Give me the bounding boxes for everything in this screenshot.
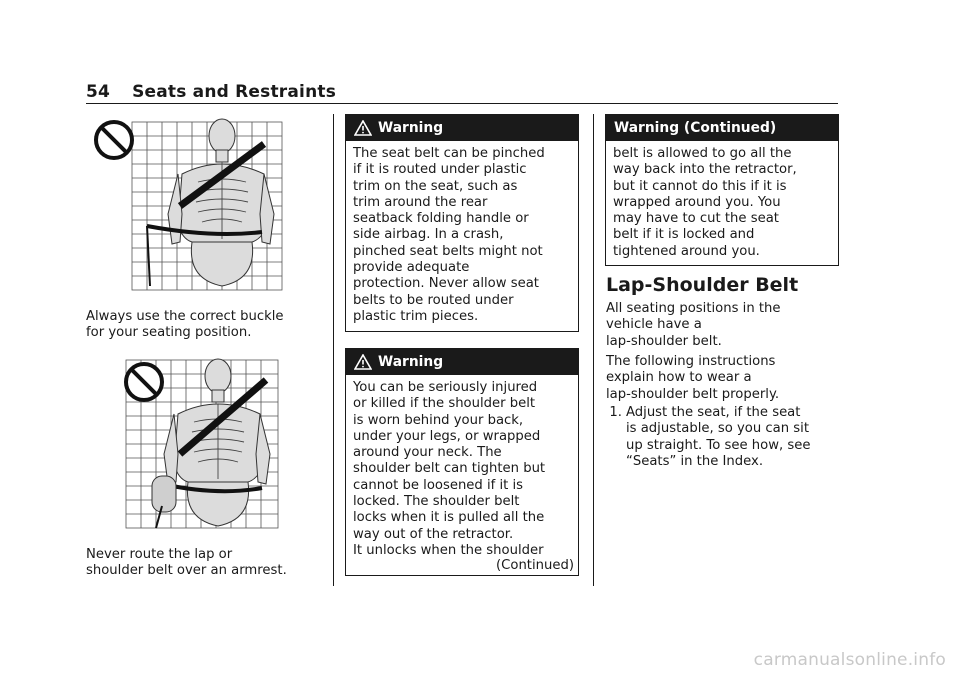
page-header bbox=[86, 82, 336, 102]
warning-triangle-icon bbox=[354, 354, 372, 370]
paragraph-instructions: The following instructions explain how to wear a lap-shoulder belt properly. bbox=[606, 354, 780, 402]
section-title: Lap-Shoulder Belt bbox=[606, 274, 799, 296]
warning-header bbox=[346, 115, 578, 141]
column-divider-right bbox=[593, 114, 594, 586]
paragraph-seating-positions: All seating positions in the vehicle have a lap-shoulder belt. bbox=[606, 301, 781, 349]
warning-box-pinched-belt bbox=[345, 114, 579, 332]
figure-armrest bbox=[122, 356, 282, 532]
list-number: 1. bbox=[609, 405, 622, 420]
list-item: 1. Adjust the seat, if the seat is adjustable, so you can sit up straight. To see how, see “Seats” in the Index. bbox=[606, 405, 842, 470]
instruction-list bbox=[606, 405, 842, 470]
continued-label: (Continued) bbox=[496, 558, 574, 574]
figure-torso bbox=[164, 359, 270, 526]
warning-triangle-icon bbox=[354, 120, 372, 136]
warning-box-continued bbox=[605, 114, 839, 266]
watermark: carmanualsonline.info bbox=[753, 650, 946, 670]
caption-armrest: Never route the lap or shoulder belt over an armrest. bbox=[86, 547, 287, 579]
warning-header bbox=[346, 349, 578, 375]
figure-wrong-buckle bbox=[92, 114, 292, 294]
warning-text: You can be seriously injured or killed if the shoulder belt is worn behind your back, under your legs, or wrapped around your neck. The shoulder belt can tighten but cannot be loosened if it is locked. The shoulder belt locks when it is pulled all the way out of the retractor. It unlocks when the shoulder bbox=[353, 380, 546, 558]
page-number: 54 bbox=[86, 82, 111, 102]
warning-title: Warning bbox=[378, 120, 444, 136]
figure-armrest-pad bbox=[152, 476, 176, 512]
warning-text: belt is allowed to go all the way back into the retractor, but it cannot do this if it is wrapped around you. You may have to cut the seat belt if it is locked and tightened around you. bbox=[613, 146, 797, 259]
prohibited-icon bbox=[96, 122, 132, 158]
prohibited-icon bbox=[126, 364, 162, 400]
warning-box-shoulder-belt bbox=[345, 348, 579, 576]
figure-belt-tail bbox=[147, 226, 150, 286]
warning-title: Warning (Continued) bbox=[614, 120, 777, 136]
column-divider-left bbox=[333, 114, 334, 586]
caption-correct-buckle: Always use the correct buckle for your seating position. bbox=[86, 309, 284, 341]
warning-title: Warning bbox=[378, 354, 444, 370]
warning-header bbox=[606, 115, 838, 141]
header-rule bbox=[86, 103, 838, 104]
section-heading: Seats and Restraints bbox=[132, 82, 337, 102]
warning-text: The seat belt can be pinched if it is routed under plastic trim on the seat, such as trim around the rear seatback folding handle or side airbag. In a crash, pinched seat belts might not provide adequate protection. Never allow seat belts to be routed under plastic trim pieces. bbox=[353, 146, 545, 324]
